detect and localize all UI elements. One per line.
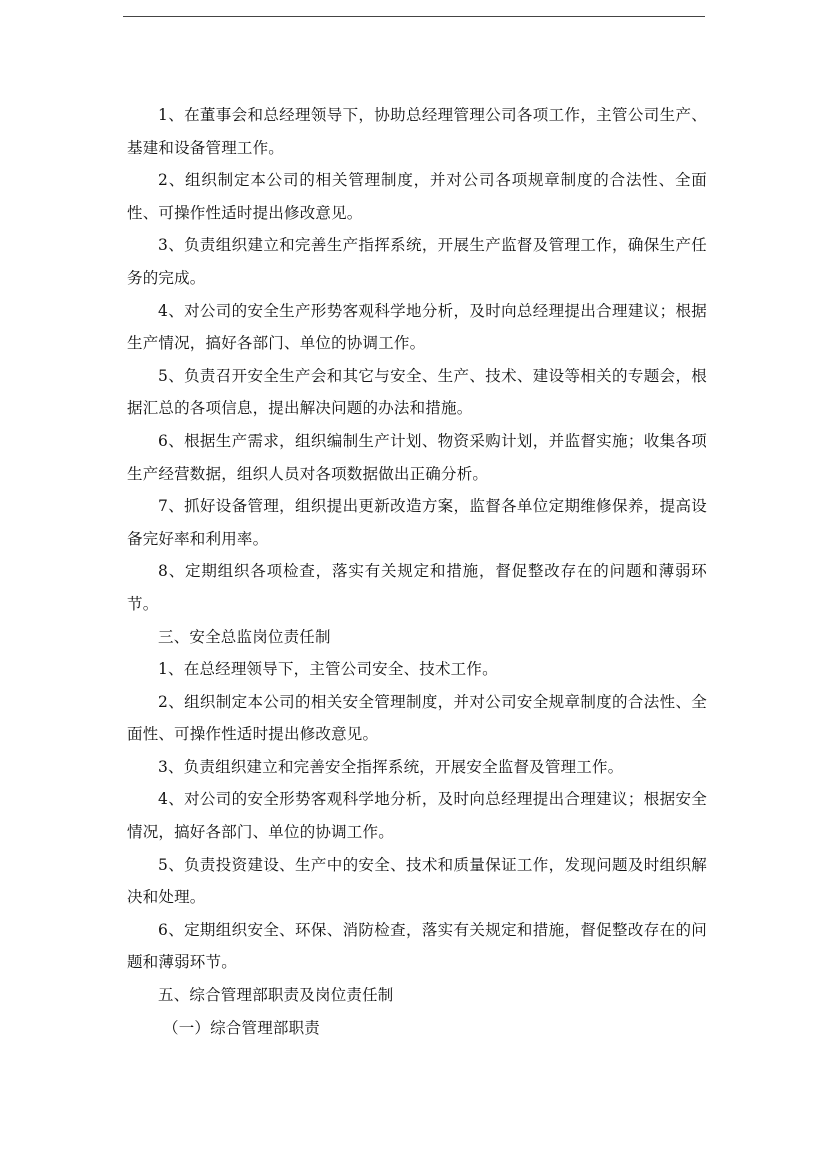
paragraph-item: 1、在总经理领导下，主管公司安全、技术工作。 xyxy=(158,660,498,679)
paragraph-item: 3、负责组织建立和完善生产指挥系统，开展生产监督及管理工作，确保生产任务的完成。 xyxy=(127,236,707,287)
paragraph-item: 3、负责组织建立和完善安全指挥系统，开展安全监督及管理工作。 xyxy=(158,757,624,776)
paragraph-item: 1、在董事会和总经理领导下，协助总经理管理公司各项工作，主管公司生产、基建和设备管理工作。 xyxy=(127,106,707,157)
paragraph-item: 6、定期组织安全、环保、消防检查，落实有关规定和措施，督促整改存在的问题和薄弱环节。 xyxy=(127,920,707,972)
paragraph-item: 4、对公司的安全生产形势客观科学地分析，及时向总经理提出合理建议；根据生产情况，搞好各部门、单位的协调工作。 xyxy=(127,301,707,353)
paragraph-item: 2、组织制定本公司的相关管理制度，并对公司各项规章制度的合法性、全面性、可操作性适时提出修改意见。 xyxy=(127,171,707,222)
paragraph-item: 6、根据生产需求，组织编制生产计划、物资采购计划，并监督实施；收集各项生产经营数据，组织人员对各项数据做出正确分析。 xyxy=(127,431,707,483)
paragraph-item: 7、抓好设备管理，组织提出更新改造方案，监督各单位定期维修保养，提高设备完好率和利用率。 xyxy=(127,497,707,548)
header-divider xyxy=(123,16,705,17)
document-body xyxy=(127,99,707,1044)
paragraph-item: 4、对公司的安全形势客观科学地分析，及时向总经理提出合理建议；根据安全情况，搞好各部门、单位的协调工作。 xyxy=(127,790,707,842)
paragraph-item: 8、定期组织各项检查，落实有关规定和措施，督促整改存在的问题和薄弱环节。 xyxy=(127,562,707,613)
section-heading: 五、综合管理部职责及岗位责任制 xyxy=(158,986,394,1005)
section-heading: 三、安全总监岗位责任制 xyxy=(158,627,331,646)
paragraph-item: 5、负责投资建设、生产中的安全、技术和质量保证工作，发现问题及时组织解决和处理。 xyxy=(127,855,707,907)
paragraph-item: 2、组织制定本公司的相关安全管理制度，并对公司安全规章制度的合法性、全面性、可操作性适时提出修改意见。 xyxy=(127,692,707,744)
paragraph-item: 5、负责召开安全生产会和其它与安全、生产、技术、建设等相关的专题会，根据汇总的各项信息，提出解决问题的办法和措施。 xyxy=(127,366,707,418)
subsection-heading: （一）综合管理部职责 xyxy=(163,1018,321,1037)
